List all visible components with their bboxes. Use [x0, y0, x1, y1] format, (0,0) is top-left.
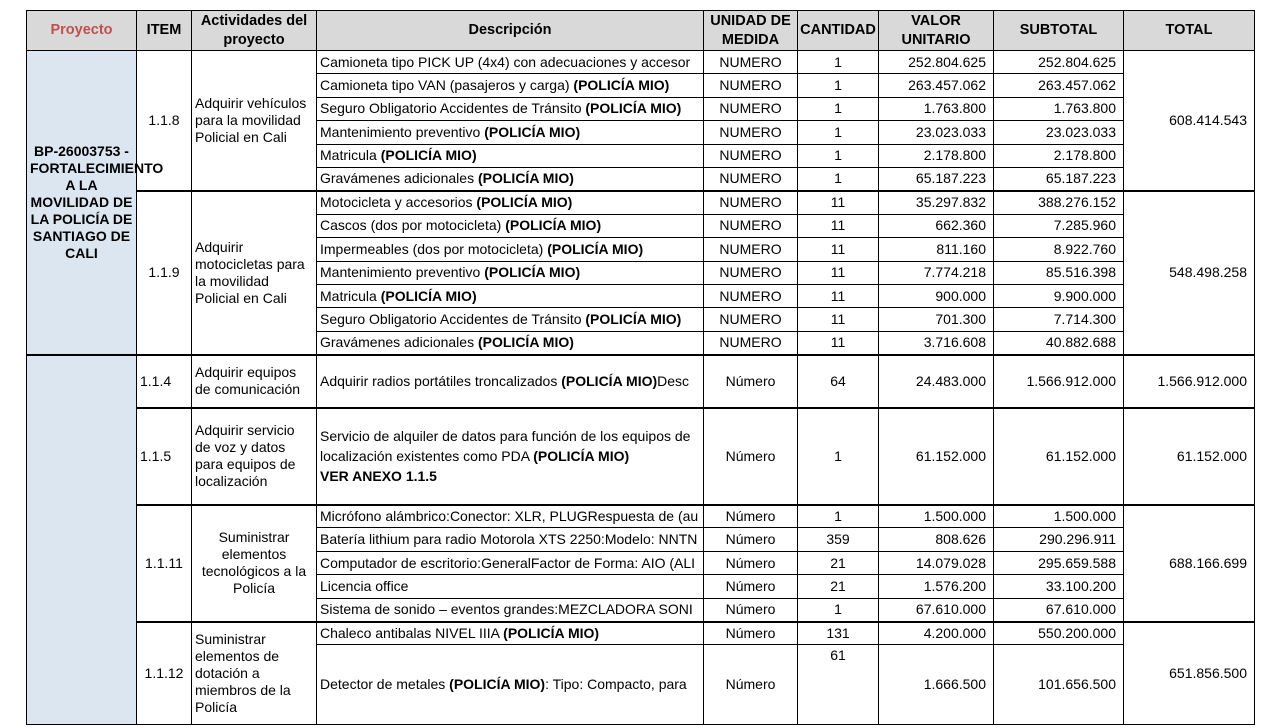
budget-table [26, 10, 1255, 725]
unit-cell: NUMERO [704, 284, 798, 307]
quantity-cell: 1 [798, 97, 879, 120]
subtotal-cell: 40.882.688 [994, 331, 1124, 354]
table-row [27, 505, 1255, 528]
subtotal-cell: 7.285.960 [994, 214, 1124, 237]
activity-cell: Adquirir servicio de voz y datos para equipos de localización [192, 408, 317, 505]
description-bold: (POLICÍA MIO) [477, 170, 574, 187]
project-name-cell-empty [27, 355, 137, 725]
subtotal-cell: 85.516.398 [994, 261, 1124, 284]
subtotal-cell: 1.566.912.000 [994, 355, 1124, 408]
description-bold: (POLICÍA MIO) [547, 240, 644, 257]
description-cell [317, 261, 704, 284]
table-row [27, 355, 1255, 408]
activity-cell: Adquirir equipos de comunicación [192, 355, 317, 408]
description-cell: Licencia office [317, 575, 704, 598]
description-text: Seguro Obligatorio Accidentes de Tránsito [320, 100, 586, 117]
header-unidad: UNIDAD DE MEDIDA [704, 11, 798, 51]
unit-cell: Número [704, 528, 798, 551]
quantity-cell: 21 [798, 575, 879, 598]
description-cell [317, 121, 704, 144]
description-cell [317, 408, 704, 505]
description-bold: (POLICÍA MIO) [561, 372, 658, 389]
quantity-cell: 11 [798, 191, 879, 214]
unit-value-cell: 23.023.033 [879, 121, 994, 144]
description-cell [317, 622, 704, 645]
quantity-cell: 1 [798, 74, 879, 97]
header-valor-unitario: VALOR UNITARIO [879, 11, 994, 51]
description-text: Mantenimiento preventivo [320, 264, 485, 281]
quantity-cell: 131 [798, 622, 879, 645]
table-row [27, 191, 1255, 214]
unit-value-cell: 61.152.000 [879, 408, 994, 505]
table-row [27, 51, 1255, 74]
header-item: ITEM [137, 11, 192, 51]
subtotal-cell: 23.023.033 [994, 121, 1124, 144]
subtotal-cell: 101.656.500 [994, 645, 1124, 725]
unit-value-cell: 4.200.000 [879, 622, 994, 645]
unit-value-cell: 1.576.200 [879, 575, 994, 598]
quantity-cell: 1 [798, 144, 879, 167]
description-text: Impermeables (dos por motocicleta) [320, 240, 548, 257]
unit-cell: Número [704, 598, 798, 621]
description-bold: (POLICÍA MIO) [585, 100, 682, 117]
description-text: Camioneta tipo VAN (pasajeros y carga) [320, 77, 574, 94]
unit-value-cell: 35.297.832 [879, 191, 994, 214]
description-text: Detector de metales [320, 676, 450, 693]
quantity-cell: 1 [798, 598, 879, 621]
description-bold: (POLICÍA MIO) [477, 334, 574, 351]
quantity-cell: 11 [798, 284, 879, 307]
subtotal-cell: 263.457.062 [994, 74, 1124, 97]
subtotal-cell: 388.276.152 [994, 191, 1124, 214]
unit-value-cell: 252.804.625 [879, 51, 994, 74]
table-body [27, 51, 1255, 725]
item-code: 1.1.11 [137, 505, 192, 622]
subtotal-cell: 7.714.300 [994, 308, 1124, 331]
unit-value-cell: 67.610.000 [879, 598, 994, 621]
quantity-cell: 1 [798, 51, 879, 74]
unit-cell: Número [704, 645, 798, 725]
subtotal-cell: 295.659.588 [994, 551, 1124, 574]
unit-cell: NUMERO [704, 331, 798, 354]
header-subtotal: SUBTOTAL [994, 11, 1124, 51]
quantity-cell: 11 [798, 238, 879, 261]
description-tail: : Tipo: Compacto, para [545, 676, 687, 693]
quantity-cell: 61 [798, 645, 879, 725]
unit-value-cell: 662.360 [879, 214, 994, 237]
description-cell: Computador de escritorio:GeneralFactor de Forma: AIO (ALI [317, 551, 704, 574]
subtotal-cell: 33.100.200 [994, 575, 1124, 598]
unit-cell: Número [704, 505, 798, 528]
description-bold: (POLICÍA MIO) [533, 448, 630, 465]
unit-cell: NUMERO [704, 308, 798, 331]
description-tail: Desc [657, 372, 690, 389]
description-cell: Micrófono alámbrico:Conector: XLR, PLUGRespuesta de (au [317, 505, 704, 528]
unit-value-cell: 14.079.028 [879, 551, 994, 574]
total-cell: 608.414.543 [1124, 51, 1255, 191]
header-descripcion: Descripción [317, 11, 704, 51]
description-text: Cascos (dos por motocicleta) [320, 217, 506, 234]
description-cell [317, 308, 704, 331]
description-bold: (POLICÍA MIO) [484, 123, 581, 140]
description-bold: (POLICÍA MIO) [380, 147, 477, 164]
unit-value-cell: 1.763.800 [879, 97, 994, 120]
quantity-cell: 1 [798, 121, 879, 144]
subtotal-cell: 65.187.223 [994, 167, 1124, 190]
table-row [27, 408, 1255, 505]
total-cell: 651.856.500 [1124, 622, 1255, 725]
item-code: 1.1.12 [137, 622, 192, 725]
description-bold: (POLICÍA MIO) [585, 310, 682, 327]
quantity-cell: 64 [798, 355, 879, 408]
description-cell [317, 97, 704, 120]
unit-value-cell: 263.457.062 [879, 74, 994, 97]
item-code: 1.1.5 [137, 408, 192, 505]
unit-value-cell: 24.483.000 [879, 355, 994, 408]
header-total: TOTAL [1124, 11, 1255, 51]
unit-value-cell: 808.626 [879, 528, 994, 551]
unit-cell: Número [704, 575, 798, 598]
item-code: 1.1.9 [137, 191, 192, 355]
header-cantidad: CANTIDAD [798, 11, 879, 51]
description-cell [317, 645, 704, 725]
quantity-cell: 1 [798, 505, 879, 528]
unit-value-cell: 900.000 [879, 284, 994, 307]
description-text: Matricula [320, 287, 381, 304]
description-cell [317, 191, 704, 214]
unit-cell: Número [704, 622, 798, 645]
description-cell [317, 144, 704, 167]
subtotal-cell: 1.763.800 [994, 97, 1124, 120]
total-cell: 688.166.699 [1124, 505, 1255, 622]
subtotal-cell: 8.922.760 [994, 238, 1124, 261]
subtotal-cell: 61.152.000 [994, 408, 1124, 505]
description-cell: Batería lithium para radio Motorola XTS 2250:Modelo: NNTN [317, 528, 704, 551]
quantity-cell: 21 [798, 551, 879, 574]
header-proyecto: Proyecto [27, 11, 137, 51]
description-cell [317, 331, 704, 354]
description-cell [317, 74, 704, 97]
activity-cell: Suministrar elementos de dotación a miembros de la Policía [192, 622, 317, 725]
subtotal-cell: 1.500.000 [994, 505, 1124, 528]
unit-cell: NUMERO [704, 97, 798, 120]
description-bold: (POLICÍA MIO) [476, 194, 573, 211]
description-cell [317, 238, 704, 261]
unit-cell: NUMERO [704, 121, 798, 144]
description-cell [317, 355, 704, 408]
unit-value-cell: 65.187.223 [879, 167, 994, 190]
unit-cell: Número [704, 551, 798, 574]
description-text: localización existentes como PDA [320, 448, 534, 465]
subtotal-cell: 252.804.625 [994, 51, 1124, 74]
unit-cell: NUMERO [704, 74, 798, 97]
unit-cell: Número [704, 408, 798, 505]
subtotal-cell: 290.296.911 [994, 528, 1124, 551]
description-bold: (POLICÍA MIO) [449, 676, 546, 693]
annex-reference: VER ANEXO 1.1.5 [320, 468, 437, 485]
description-bold: (POLICÍA MIO) [505, 217, 602, 234]
description-text: Camioneta tipo PICK UP (4x4) con adecuaciones y accesor [320, 53, 691, 70]
item-code: 1.1.4 [137, 355, 192, 408]
subtotal-cell: 9.900.000 [994, 284, 1124, 307]
subtotal-cell: 2.178.800 [994, 144, 1124, 167]
table-row [27, 622, 1255, 645]
description-text: Gravámenes adicionales [320, 170, 478, 187]
quantity-cell: 11 [798, 214, 879, 237]
quantity-cell: 1 [798, 167, 879, 190]
unit-value-cell: 1.500.000 [879, 505, 994, 528]
unit-cell: Número [704, 355, 798, 408]
subtotal-cell: 550.200.000 [994, 622, 1124, 645]
description-cell: Sistema de sonido – eventos grandes:MEZCLADORA SONI [317, 598, 704, 621]
description-cell [317, 284, 704, 307]
description-cell [317, 167, 704, 190]
project-name-cell: BP-26003753 - FORTALECIMIENTO A LA MOVILIDAD DE LA POLICÍA DE SANTIAGO DE CALI [27, 51, 137, 355]
subtotal-cell: 67.610.000 [994, 598, 1124, 621]
description-text: Chaleco antibalas NIVEL IIIA [320, 624, 504, 641]
quantity-cell: 11 [798, 261, 879, 284]
unit-cell: NUMERO [704, 144, 798, 167]
total-cell: 548.498.258 [1124, 191, 1255, 355]
unit-cell: NUMERO [704, 214, 798, 237]
unit-cell: NUMERO [704, 167, 798, 190]
description-bold: (POLICÍA MIO) [380, 287, 477, 304]
quantity-cell: 11 [798, 331, 879, 354]
unit-value-cell: 3.716.608 [879, 331, 994, 354]
description-cell [317, 214, 704, 237]
unit-cell: NUMERO [704, 238, 798, 261]
total-cell: 61.152.000 [1124, 408, 1255, 505]
description-text: Mantenimiento preventivo [320, 123, 485, 140]
quantity-cell: 1 [798, 408, 879, 505]
unit-value-cell: 701.300 [879, 308, 994, 331]
description-text: Motocicleta y accesorios [320, 194, 477, 211]
activity-cell: Adquirir vehículos para la movilidad Policial en Cali [192, 51, 317, 191]
description-text: Adquirir radios portátiles troncalizados [320, 372, 562, 389]
unit-cell: NUMERO [704, 191, 798, 214]
quantity-cell: 11 [798, 308, 879, 331]
total-cell: 1.566.912.000 [1124, 355, 1255, 408]
unit-value-cell: 7.774.218 [879, 261, 994, 284]
unit-cell: NUMERO [704, 261, 798, 284]
header-actividades: Actividades del proyecto [192, 11, 317, 51]
description-text: Seguro Obligatorio Accidentes de Tránsito [320, 310, 586, 327]
unit-value-cell: 1.666.500 [879, 645, 994, 725]
description-line-1: Servicio de alquiler de datos para función de los equipos de [320, 428, 691, 445]
unit-value-cell: 2.178.800 [879, 144, 994, 167]
description-text: Matricula [320, 147, 381, 164]
description-text: Gravámenes adicionales [320, 334, 478, 351]
description-cell [317, 51, 704, 74]
activity-cell: Adquirir motocicletas para la movilidad Policial en Cali [192, 191, 317, 355]
description-bold: (POLICÍA MIO) [484, 264, 581, 281]
activity-cell: Suministrar elementos tecnológicos a la Policía [192, 505, 317, 622]
item-code: 1.1.8 [137, 51, 192, 191]
quantity-cell: 359 [798, 528, 879, 551]
unit-cell: NUMERO [704, 51, 798, 74]
description-bold: (POLICÍA MIO) [573, 77, 670, 94]
unit-value-cell: 811.160 [879, 238, 994, 261]
description-bold: (POLICÍA MIO) [503, 624, 600, 641]
description-line-2 [320, 446, 700, 466]
